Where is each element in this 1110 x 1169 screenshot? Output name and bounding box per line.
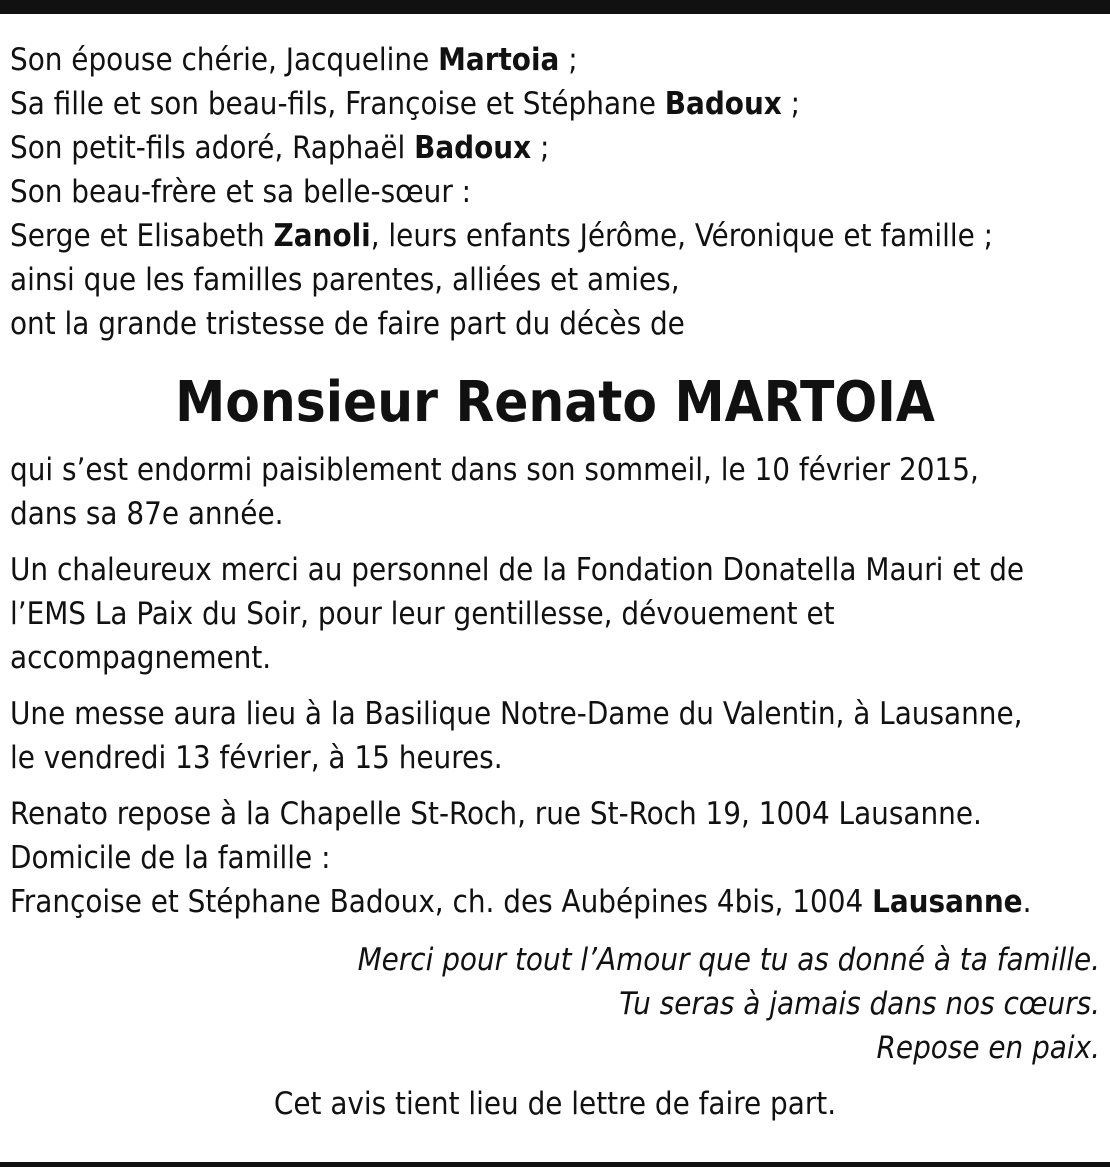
- quote-line: Repose en paix.: [876, 1030, 1100, 1066]
- family-line-text: Son épouse chérie, Jacqueline: [10, 42, 439, 78]
- family-line-grandson: [10, 126, 1100, 170]
- family-line-spouse: [10, 38, 1100, 82]
- quote-line: Merci pour tout l’Amour que tu as donné à ta famille.: [357, 942, 1100, 978]
- family-announcement: [10, 38, 1100, 346]
- family-surname: Badoux: [414, 130, 532, 166]
- family-line-announcement: ont la grande tristesse de faire part du décès de: [10, 306, 685, 342]
- bottom-border-rule: [0, 1162, 1110, 1167]
- family-home-label: Domicile de la famille :: [10, 840, 331, 876]
- family-line-text: ;: [559, 42, 578, 78]
- mass-paragraph: [10, 692, 1100, 780]
- family-line-relatives: ainsi que les familles parentes, alliées et amies,: [10, 262, 680, 298]
- thanks-line: accompagnement.: [10, 640, 272, 676]
- family-line-text: Serge et Elisabeth: [10, 218, 274, 254]
- family-surname: Martoia: [438, 42, 560, 78]
- thanks-paragraph: [10, 548, 1100, 680]
- address-text: .: [1022, 884, 1032, 920]
- family-line-text: Sa fille et son beau-fils, Françoise et Stéphane: [10, 86, 665, 122]
- thanks-line: Un chaleureux merci au personnel de la Fondation Donatella Mauri et de: [10, 552, 1025, 588]
- rest-location-line: Renato repose à la Chapelle St-Roch, rue St-Roch 19, 1004 Lausanne.: [10, 796, 982, 832]
- death-details: [10, 448, 1100, 536]
- thanks-line: l’EMS La Paix du Soir, pour leur gentillesse, dévouement et: [10, 596, 835, 632]
- family-line-text: ;: [531, 130, 550, 166]
- family-line-text: , leurs enfants Jérôme, Véronique et famille ;: [370, 218, 994, 254]
- top-border-rule: [0, 0, 1110, 14]
- mass-line: le vendredi 13 février, à 15 heures.: [10, 740, 503, 776]
- family-line-in-laws: [10, 214, 1100, 258]
- deceased-name-title: Monsieur Renato MARTOIA: [175, 370, 935, 435]
- family-line-text: Son petit-fils adoré, Raphaël: [10, 130, 415, 166]
- family-line-in-laws-intro: Son beau-frère et sa belle-sœur :: [10, 174, 472, 210]
- death-details-line: dans sa 87e année.: [10, 496, 284, 532]
- quote-line: Tu seras à jamais dans nos cœurs.: [619, 986, 1100, 1022]
- address-text: Françoise et Stéphane Badoux, ch. des Aubépines 4bis, 1004: [10, 884, 873, 920]
- family-line-text: ;: [781, 86, 801, 122]
- obituary-notice: [10, 38, 1100, 1126]
- family-surname: Badoux: [664, 86, 782, 122]
- mass-line: Une messe aura lieu à la Basilique Notre-Dame du Valentin, à Lausanne,: [10, 696, 1023, 732]
- family-address-line: [10, 880, 1100, 924]
- address-city: Lausanne: [872, 884, 1023, 920]
- death-details-line: qui s’est endormi paisiblement dans son sommeil, le 10 février 2015,: [10, 452, 979, 488]
- rest-and-address-paragraph: [10, 792, 1100, 924]
- family-surname: Zanoli: [273, 218, 371, 254]
- family-line-daughter: [10, 82, 1100, 126]
- farewell-quote: [10, 938, 1100, 1070]
- closing-notice: Cet avis tient lieu de lettre de faire part.: [273, 1086, 837, 1122]
